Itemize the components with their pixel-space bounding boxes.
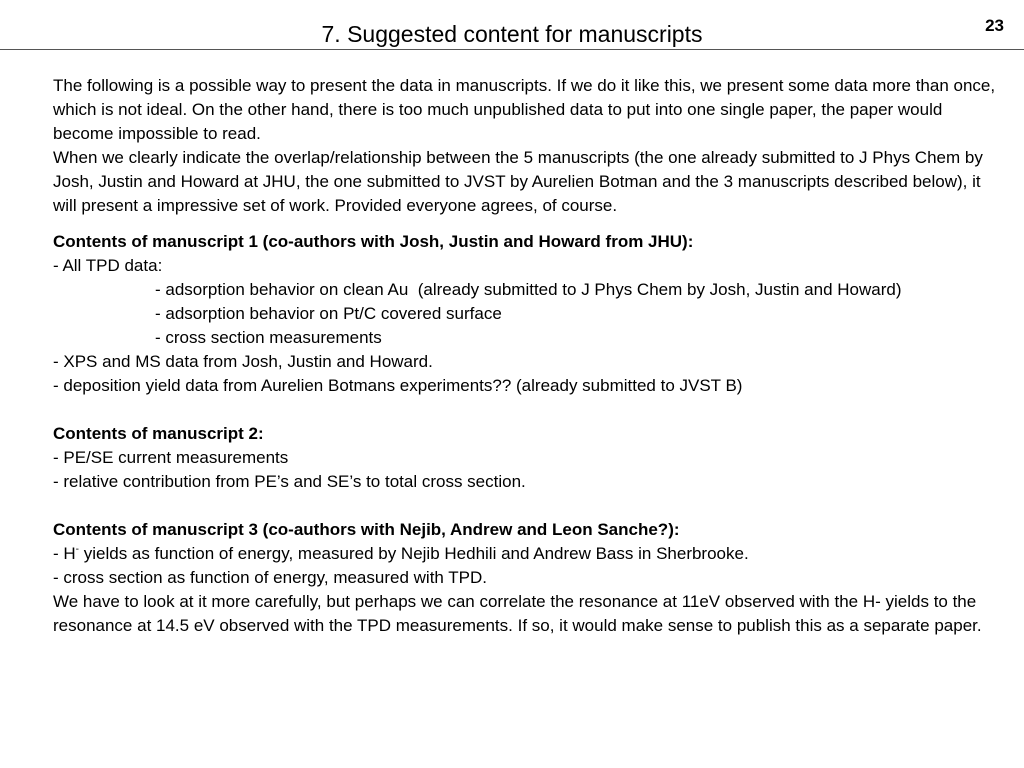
slide-body bbox=[53, 74, 1003, 638]
manuscript-3-heading: Contents of manuscript 3 (co-authors with Nejib, Andrew and Leon Sanche?): bbox=[53, 520, 680, 539]
slide-title: 7. Suggested content for manuscripts bbox=[321, 21, 703, 47]
manuscript-1-section bbox=[53, 230, 1003, 398]
manuscript-3-item-1 bbox=[53, 542, 1003, 566]
manuscript-1-heading: Contents of manuscript 1 (co-authors with Josh, Justin and Howard from JHU): bbox=[53, 232, 694, 251]
manuscript-1-subitem: - adsorption behavior on clean Au (already submitted to J Phys Chem by Josh, Justin and Howard) bbox=[155, 280, 902, 299]
spacer bbox=[53, 218, 1003, 230]
manuscript-2-item: - PE/SE current measurements bbox=[53, 448, 289, 467]
manuscript-1-subitem: - adsorption behavior on Pt/C covered surface bbox=[155, 304, 502, 323]
title-divider bbox=[0, 49, 1024, 50]
manuscript-2-item: - relative contribution from PE’s and SE’s to total cross section. bbox=[53, 472, 526, 491]
superscript-minus: - bbox=[75, 544, 80, 555]
manuscript-1-item-xps: - XPS and MS data from Josh, Justin and Howard. bbox=[53, 352, 433, 371]
spacer bbox=[53, 398, 1003, 422]
manuscript-3-section bbox=[53, 518, 1003, 638]
page-number: 23 bbox=[985, 16, 1004, 35]
intro-paragraph-2: When we clearly indicate the overlap/relationship between the 5 manuscripts (the one already submitted to J Phys Chem by Josh, Justin and Howard at JHU, the one submitted to JVST by Aurelien Botman and the 3 manuscripts described below), it will present a impressive set of work. Provided everyone agrees, of course. bbox=[53, 148, 983, 215]
spacer bbox=[53, 494, 1003, 518]
manuscript-3-item-1-text: yields as function of energy, measured by Nejib Hedhili and Andrew Bass in Sherbrooke. bbox=[79, 544, 749, 563]
manuscript-3-item-1-prefix: - H bbox=[53, 544, 76, 563]
manuscript-1-item-deposition: - deposition yield data from Aurelien Botmans experiments?? (already submitted to JVST B) bbox=[53, 376, 743, 395]
manuscript-1-item-tpd: - All TPD data: bbox=[53, 256, 163, 275]
manuscript-2-section bbox=[53, 422, 1003, 494]
manuscript-3-item-2: - cross section as function of energy, measured with TPD. bbox=[53, 568, 488, 587]
manuscript-1-subitem: - cross section measurements bbox=[155, 328, 382, 347]
manuscript-3-note: We have to look at it more carefully, but perhaps we can correlate the resonance at 11eV observed with the H- yields to the resonance at 14.5 eV observed with the TPD measurements. If so, it would make sense to publish this as a separate paper. bbox=[53, 592, 982, 635]
manuscript-2-heading: Contents of manuscript 2: bbox=[53, 424, 264, 443]
intro-paragraph-1: The following is a possible way to present the data in manuscripts. If we do it like this, we present some data more than once, which is not ideal. On the other hand, there is too much unpublished data to put into one single paper, the paper would become impossible to read. bbox=[53, 76, 996, 143]
